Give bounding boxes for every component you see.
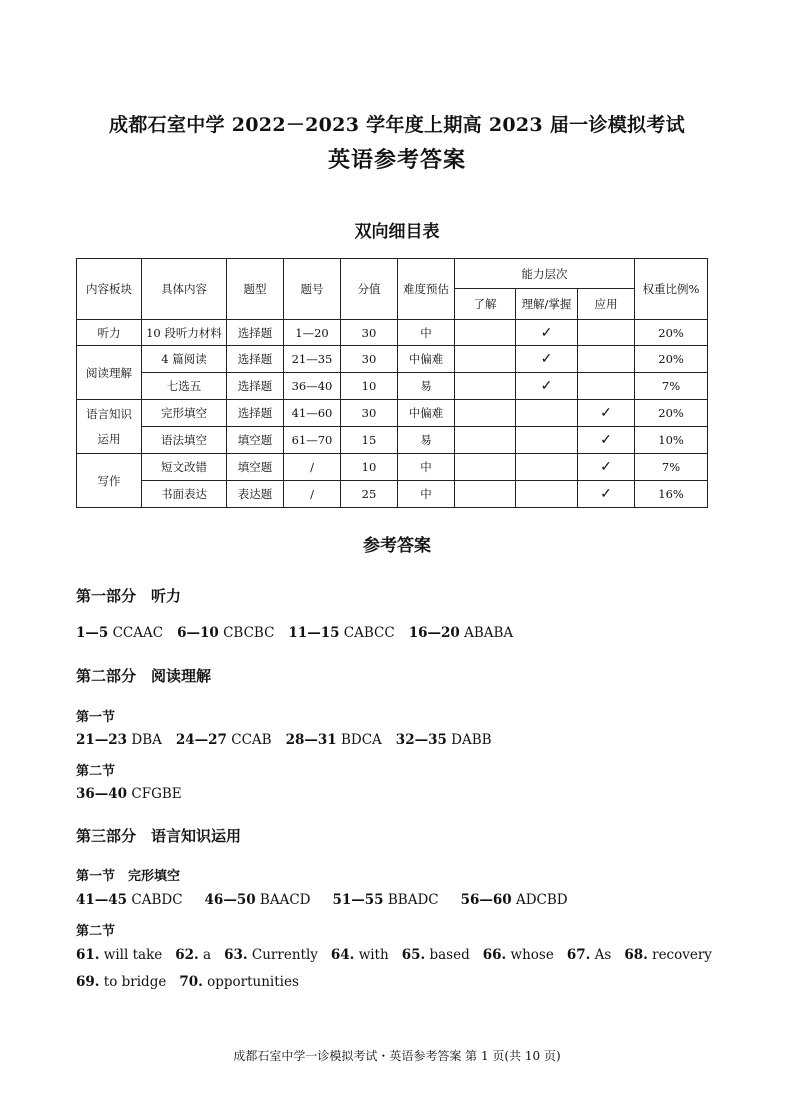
weight-cell: 20% bbox=[635, 400, 708, 427]
header-type: 题型 bbox=[227, 259, 284, 320]
score-cell: 10 bbox=[341, 454, 398, 481]
comprehend-cell bbox=[516, 427, 578, 454]
part2-section2-title: 第二节 bbox=[76, 764, 116, 779]
check-icon: ✓ bbox=[600, 486, 612, 502]
weight-cell: 20% bbox=[635, 320, 708, 346]
header-difficulty: 难度预估 bbox=[398, 259, 455, 320]
difficulty-cell: 中偏难 bbox=[398, 400, 455, 427]
header-ability: 能力层次 bbox=[455, 259, 635, 289]
answer-item: 46—50 BAACD bbox=[204, 892, 311, 908]
number-cell: / bbox=[284, 481, 341, 508]
number-cell: 21—35 bbox=[284, 346, 341, 373]
document-title: 成都石室中学 2022－2023 学年度上期高 2023 届一诊模拟考试 bbox=[109, 114, 685, 136]
module-cell: 阅读理解 bbox=[77, 346, 142, 400]
table-row bbox=[77, 320, 708, 346]
apply-cell bbox=[578, 346, 635, 373]
type-cell: 选择题 bbox=[227, 373, 284, 400]
header-weight: 权重比例% bbox=[635, 259, 708, 320]
weight-cell: 7% bbox=[635, 373, 708, 400]
part3-title: 第三部分 语言知识运用 bbox=[76, 827, 242, 845]
type-cell: 表达题 bbox=[227, 481, 284, 508]
answer-item: 41—45 CABDC bbox=[76, 892, 183, 908]
type-cell: 选择题 bbox=[227, 346, 284, 373]
document-subtitle: 英语参考答案 bbox=[327, 147, 466, 173]
comprehend-cell bbox=[516, 373, 578, 400]
table-row bbox=[77, 427, 708, 454]
answer-item: 64. with bbox=[330, 947, 389, 963]
understand-cell bbox=[455, 320, 516, 346]
difficulty-cell: 中偏难 bbox=[398, 346, 455, 373]
type-cell: 填空题 bbox=[227, 454, 284, 481]
apply-cell bbox=[578, 454, 635, 481]
answer-item: 21—23 DBA bbox=[76, 732, 162, 748]
check-icon: ✓ bbox=[600, 432, 612, 448]
number-cell: / bbox=[284, 454, 341, 481]
part1-title: 第一部分 听力 bbox=[76, 587, 182, 605]
content-cell: 4 篇阅读 bbox=[142, 346, 227, 373]
understand-cell bbox=[455, 481, 516, 508]
answer-item: 66. whose bbox=[482, 947, 554, 963]
header-understand: 了解 bbox=[455, 289, 516, 320]
table-body bbox=[77, 320, 708, 508]
answer-item: 28—31 BDCA bbox=[285, 732, 382, 748]
part2-section2-answers bbox=[76, 786, 196, 802]
number-cell: 61—70 bbox=[284, 427, 341, 454]
table-row bbox=[77, 346, 708, 373]
part2-section1-answers bbox=[76, 732, 506, 748]
apply-cell bbox=[578, 320, 635, 346]
difficulty-cell: 中 bbox=[398, 320, 455, 346]
content-cell: 书面表达 bbox=[142, 481, 227, 508]
understand-cell bbox=[455, 427, 516, 454]
answer-item: 70. opportunities bbox=[179, 974, 299, 990]
answer-item: 1—5 CCAAC bbox=[76, 625, 164, 641]
type-cell: 填空题 bbox=[227, 427, 284, 454]
content-cell: 七选五 bbox=[142, 373, 227, 400]
specification-table bbox=[76, 258, 708, 508]
part3-section2-line1 bbox=[76, 947, 725, 963]
apply-cell bbox=[578, 400, 635, 427]
answer-item: 16—20 ABABA bbox=[408, 625, 514, 641]
comprehend-cell bbox=[516, 481, 578, 508]
answer-item: 67. As bbox=[566, 947, 612, 963]
number-cell: 1—20 bbox=[284, 320, 341, 346]
score-cell: 30 bbox=[341, 320, 398, 346]
difficulty-cell: 易 bbox=[398, 373, 455, 400]
table-row bbox=[77, 400, 708, 427]
answer-item: 65. based bbox=[401, 947, 470, 963]
table-title: 双向细目表 bbox=[354, 222, 440, 242]
comprehend-cell bbox=[516, 346, 578, 373]
score-cell: 10 bbox=[341, 373, 398, 400]
answer-item: 36—40 CFGBE bbox=[76, 786, 182, 802]
answer-item: 63. Currently bbox=[224, 947, 318, 963]
module-cell: 语言知识 运用 bbox=[77, 400, 142, 454]
header-content: 具体内容 bbox=[142, 259, 227, 320]
part2-section1-title: 第一节 bbox=[76, 710, 116, 725]
header-comprehend: 理解/掌握 bbox=[516, 289, 578, 320]
part1-answers bbox=[76, 625, 527, 641]
weight-cell: 20% bbox=[635, 346, 708, 373]
header-module: 内容板块 bbox=[77, 259, 142, 320]
understand-cell bbox=[455, 454, 516, 481]
difficulty-cell: 易 bbox=[398, 427, 455, 454]
table-row bbox=[77, 454, 708, 481]
answer-item: 6—10 CBCBC bbox=[177, 625, 275, 641]
weight-cell: 16% bbox=[635, 481, 708, 508]
comprehend-cell bbox=[516, 454, 578, 481]
module-cell: 听力 bbox=[77, 320, 142, 346]
answer-item: 68. recovery bbox=[624, 947, 712, 963]
check-icon: ✓ bbox=[600, 459, 612, 475]
part3-section1-title: 第一节 完形填空 bbox=[76, 869, 181, 884]
content-cell: 完形填空 bbox=[142, 400, 227, 427]
table-row bbox=[77, 481, 708, 508]
check-icon: ✓ bbox=[540, 378, 553, 394]
content-cell: 语法填空 bbox=[142, 427, 227, 454]
score-cell: 30 bbox=[341, 400, 398, 427]
header-score: 分值 bbox=[341, 259, 398, 320]
check-icon: ✓ bbox=[540, 324, 553, 341]
weight-cell: 7% bbox=[635, 454, 708, 481]
module-cell: 写作 bbox=[77, 454, 142, 508]
apply-cell bbox=[578, 373, 635, 400]
score-cell: 30 bbox=[341, 346, 398, 373]
comprehend-cell bbox=[516, 320, 578, 346]
part3-section1-answers bbox=[76, 892, 590, 908]
answer-item: 61. will take bbox=[76, 947, 163, 963]
part2-title: 第二部分 阅读理解 bbox=[76, 667, 212, 685]
apply-cell bbox=[578, 481, 635, 508]
number-cell: 36—40 bbox=[284, 373, 341, 400]
answers-title: 参考答案 bbox=[363, 536, 431, 556]
content-cell: 10 段听力材料 bbox=[142, 320, 227, 346]
part3-section2-line2 bbox=[76, 974, 312, 990]
understand-cell bbox=[455, 373, 516, 400]
type-cell: 选择题 bbox=[227, 400, 284, 427]
difficulty-cell: 中 bbox=[398, 481, 455, 508]
header-apply: 应用 bbox=[578, 289, 635, 320]
header-number: 题号 bbox=[284, 259, 341, 320]
number-cell: 41—60 bbox=[284, 400, 341, 427]
answer-item: 32—35 DABB bbox=[395, 732, 492, 748]
page-footer: 成都石室中学一诊模拟考试・英语参考答案 第 1 页(共 10 页) bbox=[233, 1049, 561, 1063]
weight-cell: 10% bbox=[635, 427, 708, 454]
apply-cell bbox=[578, 427, 635, 454]
score-cell: 25 bbox=[341, 481, 398, 508]
understand-cell bbox=[455, 346, 516, 373]
type-cell: 选择题 bbox=[227, 320, 284, 346]
answer-item: 51—55 BBADC bbox=[332, 892, 439, 908]
answer-item: 24—27 CCAB bbox=[175, 732, 272, 748]
answer-item: 62. a bbox=[175, 947, 212, 963]
difficulty-cell: 中 bbox=[398, 454, 455, 481]
check-icon: ✓ bbox=[540, 351, 553, 367]
answer-item: 56—60 ADCBD bbox=[460, 892, 568, 908]
table-row bbox=[77, 373, 708, 400]
score-cell: 15 bbox=[341, 427, 398, 454]
answer-item: 69. to bridge bbox=[76, 974, 167, 990]
comprehend-cell bbox=[516, 400, 578, 427]
check-icon: ✓ bbox=[600, 405, 612, 421]
answer-item: 11—15 CABCC bbox=[288, 625, 395, 641]
understand-cell bbox=[455, 400, 516, 427]
content-cell: 短文改错 bbox=[142, 454, 227, 481]
part3-section2-title: 第二节 bbox=[76, 924, 116, 939]
